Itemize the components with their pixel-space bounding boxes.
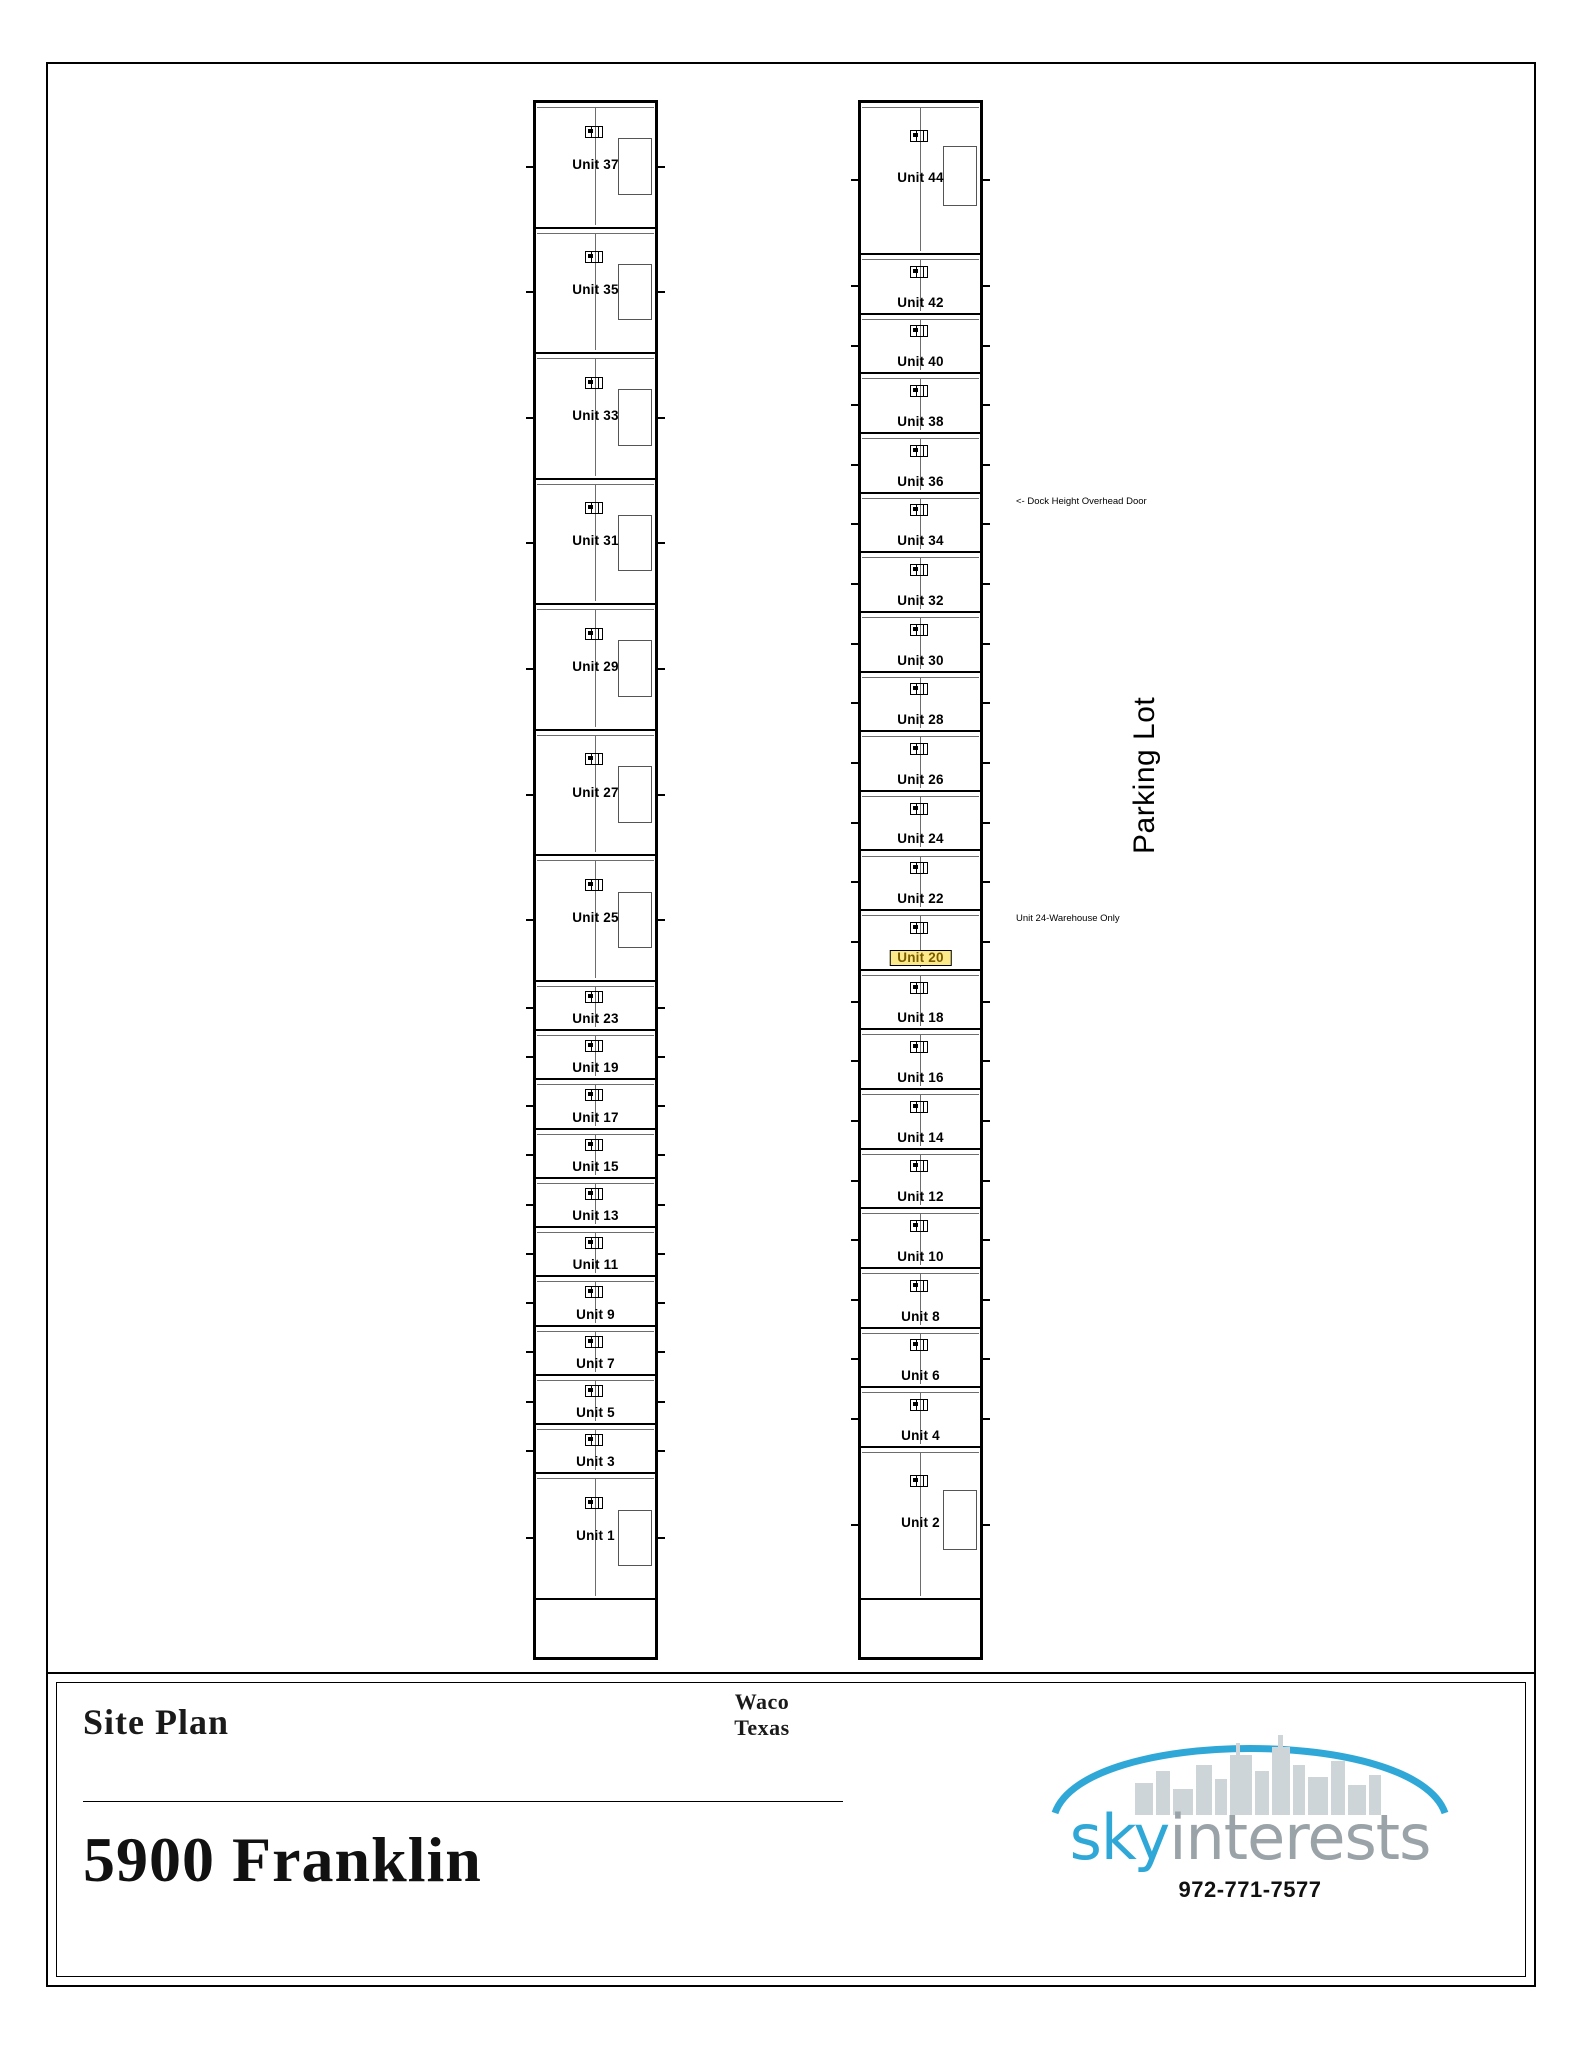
restroom-fixture-symbol: [910, 922, 928, 934]
restroom-fixture-symbol: [910, 1280, 928, 1292]
overhead-door-symbol: [851, 1524, 858, 1526]
unit-cell[interactable]: [533, 1327, 658, 1376]
west-building: [523, 100, 668, 1660]
unit-label: Unit 33: [572, 407, 619, 423]
unit-label: Unit 18: [897, 1010, 944, 1026]
unit-cell[interactable]: [858, 1388, 983, 1448]
title-block-border: [56, 1682, 1526, 1977]
unit-label: Unit 32: [897, 592, 944, 608]
unit-cell[interactable]: [533, 1277, 658, 1326]
unit-cell[interactable]: [533, 354, 658, 480]
unit-cell[interactable]: [858, 103, 983, 255]
restroom-fixture-symbol: [910, 1475, 928, 1487]
overhead-door-symbol: [851, 523, 858, 525]
overhead-door-symbol: [983, 464, 990, 466]
restroom-fixture-symbol: [585, 251, 603, 263]
restroom-fixture-symbol: [585, 1385, 603, 1397]
overhead-door-symbol: [983, 179, 990, 181]
restroom-fixture-symbol: [585, 1497, 603, 1509]
unit-cell[interactable]: [533, 1376, 658, 1425]
restroom-fixture-symbol: [910, 564, 928, 576]
unit-cell[interactable]: [533, 1425, 658, 1474]
overhead-door-symbol: [526, 1204, 533, 1206]
unit-cell[interactable]: [858, 911, 983, 971]
restroom-fixture-symbol: [585, 1434, 603, 1446]
unit-label: Unit 19: [572, 1060, 619, 1076]
unit-label: Unit 37: [572, 156, 619, 172]
restroom-fixture-symbol: [910, 325, 928, 337]
overhead-door-symbol: [983, 1180, 990, 1182]
unit-label: Unit 13: [572, 1208, 619, 1224]
unit-label: Unit 23: [572, 1011, 619, 1027]
unit-label: Unit 8: [901, 1308, 940, 1324]
unit-cell[interactable]: [858, 1269, 983, 1329]
restroom-fixture-symbol: [585, 126, 603, 138]
restroom-fixture-symbol: [585, 1286, 603, 1298]
restroom-fixture-symbol: [910, 1339, 928, 1351]
overhead-door-symbol: [658, 1302, 665, 1304]
unit-label: Unit 15: [572, 1158, 619, 1174]
unit-label: Unit 20: [889, 950, 952, 966]
overhead-door-symbol: [526, 542, 533, 544]
unit-label: Unit 40: [897, 354, 944, 370]
unit-label: Unit 26: [897, 771, 944, 787]
overhead-door-symbol: [526, 1154, 533, 1156]
overhead-door-symbol: [658, 166, 665, 168]
unit-cell[interactable]: [858, 852, 983, 912]
site-plan-drawing: [48, 64, 1534, 1674]
unit-cell[interactable]: [533, 1080, 658, 1129]
overhead-door-symbol: [851, 345, 858, 347]
state-label: Texas: [734, 1715, 790, 1740]
restroom-fixture-symbol: [910, 803, 928, 815]
restroom-fixture-symbol: [585, 1089, 603, 1101]
unit-cell[interactable]: [858, 732, 983, 792]
overhead-door-symbol: [526, 1302, 533, 1304]
overhead-door-symbol: [983, 643, 990, 645]
overhead-door-symbol: [851, 881, 858, 883]
unit-label: Unit 1: [576, 1528, 615, 1544]
restroom-fixture-symbol: [910, 624, 928, 636]
title-block: [48, 1672, 1534, 1985]
sky-interests-logo: [1015, 1709, 1485, 1919]
overhead-door-symbol: [851, 1358, 858, 1360]
restroom-fixture-symbol: [585, 879, 603, 891]
overhead-door-symbol: [526, 668, 533, 670]
overhead-door-symbol: [658, 1351, 665, 1353]
site-plan-title-text: Site Plan: [83, 1702, 230, 1742]
overhead-door-symbol: [526, 166, 533, 168]
unit-label: Unit 44: [897, 170, 944, 186]
overhead-door-symbol: [851, 702, 858, 704]
unit-cell[interactable]: [858, 1090, 983, 1150]
overhead-door-symbol: [851, 1120, 858, 1122]
overhead-door-symbol: [851, 643, 858, 645]
unit-label: Unit 38: [897, 414, 944, 429]
unit-label: Unit 12: [897, 1189, 944, 1205]
unit-label: Unit 3: [576, 1454, 615, 1470]
unit-label: Unit 9: [576, 1306, 615, 1322]
unit-label: Unit 22: [897, 891, 944, 907]
unit-label: Unit 35: [572, 282, 619, 298]
restroom-fixture-symbol: [910, 982, 928, 994]
overhead-door-symbol: [851, 1299, 858, 1301]
parking-lot-label: Parking Lot: [1128, 696, 1161, 854]
overhead-door-symbol: [983, 881, 990, 883]
unit-cell[interactable]: [858, 374, 983, 434]
overhead-door-symbol: [851, 179, 858, 181]
overhead-door-symbol: [526, 1253, 533, 1255]
overhead-door-symbol: [851, 1060, 858, 1062]
overhead-door-symbol: [526, 291, 533, 293]
restroom-fixture-symbol: [910, 743, 928, 755]
unit-cell[interactable]: [858, 673, 983, 733]
property-address: 5900 Franklin: [83, 1824, 482, 1895]
overhead-door-symbol: [983, 523, 990, 525]
unit-label: Unit 5: [576, 1405, 615, 1421]
overhead-door-symbol: [851, 285, 858, 287]
restroom-fixture-symbol: [585, 1188, 603, 1200]
overhead-door-symbol: [851, 583, 858, 585]
restroom-fixture-symbol: [585, 991, 603, 1003]
overhead-door-symbol: [658, 417, 665, 419]
overhead-door-symbol: [658, 1253, 665, 1255]
logo-word-sky: sky: [1069, 1801, 1170, 1874]
overhead-door-symbol: [851, 822, 858, 824]
unit-cell[interactable]: [858, 553, 983, 613]
restroom-fixture-symbol: [585, 377, 603, 389]
restroom-fixture-symbol: [585, 502, 603, 514]
overhead-door-symbol: [658, 1204, 665, 1206]
overhead-door-symbol: [983, 1239, 990, 1241]
unit-label: Unit 30: [897, 652, 944, 668]
restroom-fixture-symbol: [910, 1041, 928, 1053]
overhead-door-symbol: [658, 1537, 665, 1539]
overhead-door-symbol: [526, 1007, 533, 1009]
overhead-door-symbol: [658, 668, 665, 670]
logo-wordmark: [1015, 1801, 1485, 1874]
restroom-fixture-symbol: [585, 1237, 603, 1249]
restroom-fixture-symbol: [910, 1399, 928, 1411]
unit-cell[interactable]: [858, 434, 983, 494]
overhead-door-symbol: [983, 583, 990, 585]
restroom-fixture-symbol: [910, 1220, 928, 1232]
unit-label: Unit 17: [572, 1109, 619, 1125]
overhead-door-symbol: [658, 919, 665, 921]
unit-cell[interactable]: [858, 1329, 983, 1389]
restroom-fixture-symbol: [910, 683, 928, 695]
unit-cell[interactable]: [533, 103, 658, 229]
overhead-door-symbol: [658, 794, 665, 796]
overhead-door-symbol: [526, 1401, 533, 1403]
overhead-door-symbol: [983, 941, 990, 943]
restroom-fixture-symbol: [585, 1139, 603, 1151]
overhead-door-symbol: [851, 1001, 858, 1003]
west-building-south-wall: [533, 1657, 658, 1660]
overhead-door-symbol: [658, 1401, 665, 1403]
restroom-fixture-symbol: [910, 130, 928, 142]
city-label: Waco: [734, 1689, 790, 1714]
unit-label: Unit 25: [572, 910, 619, 926]
unit-cell[interactable]: [858, 1209, 983, 1269]
overhead-door-symbol: [983, 702, 990, 704]
unit-cell[interactable]: [533, 1474, 658, 1600]
restroom-fixture-symbol: [910, 1101, 928, 1113]
overhead-door-symbol: [526, 1351, 533, 1353]
unit-label: Unit 16: [897, 1070, 944, 1086]
overhead-door-symbol: [658, 1056, 665, 1058]
unit-cell[interactable]: [533, 1228, 658, 1277]
overhead-door-symbol: [526, 919, 533, 921]
overhead-door-symbol: [983, 1358, 990, 1360]
overhead-door-symbol: [983, 1120, 990, 1122]
unit-cell[interactable]: [533, 605, 658, 731]
unit-label: Unit 6: [901, 1368, 940, 1384]
overhead-door-symbol: [983, 1060, 990, 1062]
unit-cell[interactable]: [533, 856, 658, 982]
overhead-door-symbol: [851, 1180, 858, 1182]
overhead-door-symbol: [983, 822, 990, 824]
unit-cell[interactable]: [858, 315, 983, 375]
unit-cell[interactable]: [533, 1031, 658, 1080]
overhead-door-symbol: [983, 1299, 990, 1301]
logo-word-interests: interests: [1169, 1801, 1431, 1874]
unit-cell[interactable]: [858, 494, 983, 554]
overhead-door-symbol: [658, 542, 665, 544]
unit-label: Unit 27: [572, 784, 619, 800]
unit-cell[interactable]: [858, 1030, 983, 1090]
overhead-door-symbol: [851, 1418, 858, 1420]
overhead-door-symbol: [983, 1001, 990, 1003]
unit-cell[interactable]: [858, 971, 983, 1031]
title-divider: [83, 1801, 843, 1802]
restroom-fixture-symbol: [910, 1160, 928, 1172]
unit-label: Unit 28: [897, 712, 944, 728]
drawing-sheet: [46, 62, 1536, 1987]
unit-cell[interactable]: [533, 731, 658, 857]
restroom-fixture-symbol: [585, 1040, 603, 1052]
unit-cell[interactable]: [858, 792, 983, 852]
overhead-door-symbol: [983, 345, 990, 347]
unit-cell[interactable]: [858, 613, 983, 673]
overhead-door-symbol: [851, 1239, 858, 1241]
restroom-fixture-symbol: [585, 753, 603, 765]
unit-label: Unit 36: [897, 473, 944, 489]
unit-24-warehouse-note: Unit 24-Warehouse Only: [1016, 913, 1120, 924]
restroom-fixture-symbol: [585, 1336, 603, 1348]
overhead-door-symbol: [851, 404, 858, 406]
unit-cell[interactable]: [533, 229, 658, 355]
unit-cell[interactable]: [858, 1448, 983, 1600]
unit-label: Unit 10: [897, 1248, 944, 1264]
unit-label: Unit 34: [897, 533, 944, 549]
unit-cell[interactable]: [858, 255, 983, 315]
overhead-door-symbol: [851, 464, 858, 466]
overhead-door-symbol: [983, 1524, 990, 1526]
overhead-door-symbol: [658, 1450, 665, 1452]
overhead-door-symbol: [983, 762, 990, 764]
restroom-fixture-symbol: [910, 385, 928, 397]
unit-cell[interactable]: [533, 982, 658, 1031]
unit-label: Unit 42: [897, 294, 944, 310]
restroom-fixture-symbol: [910, 862, 928, 874]
unit-label: Unit 4: [901, 1427, 940, 1443]
unit-label: Unit 7: [576, 1355, 615, 1371]
overhead-door-symbol: [851, 762, 858, 764]
unit-label: Unit 29: [572, 659, 619, 675]
overhead-door-symbol: [526, 1056, 533, 1058]
dock-door-annotation: <- Dock Height Overhead Door: [1016, 496, 1147, 507]
city-state-block: [647, 1689, 877, 1741]
overhead-door-symbol: [526, 1537, 533, 1539]
unit-cell[interactable]: [533, 480, 658, 606]
overhead-door-symbol: [658, 291, 665, 293]
unit-label: Unit 2: [901, 1514, 940, 1530]
overhead-door-symbol: [526, 794, 533, 796]
overhead-door-symbol: [658, 1154, 665, 1156]
unit-cell[interactable]: [533, 1130, 658, 1179]
overhead-door-symbol: [983, 285, 990, 287]
restroom-fixture-symbol: [910, 445, 928, 457]
overhead-door-symbol: [526, 417, 533, 419]
restroom-fixture-symbol: [910, 504, 928, 516]
restroom-fixture-symbol: [910, 266, 928, 278]
unit-cell[interactable]: [533, 1179, 658, 1228]
overhead-door-symbol: [658, 1007, 665, 1009]
east-building-south-wall: [858, 1657, 983, 1660]
overhead-door-symbol: [983, 1418, 990, 1420]
east-building: [848, 100, 993, 1660]
restroom-fixture-symbol: [585, 628, 603, 640]
unit-cell[interactable]: [858, 1150, 983, 1210]
unit-label: Unit 11: [572, 1257, 619, 1273]
unit-label: Unit 14: [897, 1129, 944, 1145]
overhead-door-symbol: [526, 1105, 533, 1107]
unit-label: Unit 24: [897, 831, 944, 847]
overhead-door-symbol: [658, 1105, 665, 1107]
logo-phone-number: 972-771-7577: [1178, 1877, 1322, 1902]
overhead-door-symbol: [526, 1450, 533, 1452]
unit-label: Unit 31: [572, 533, 619, 549]
overhead-door-symbol: [983, 404, 990, 406]
overhead-door-symbol: [851, 941, 858, 943]
